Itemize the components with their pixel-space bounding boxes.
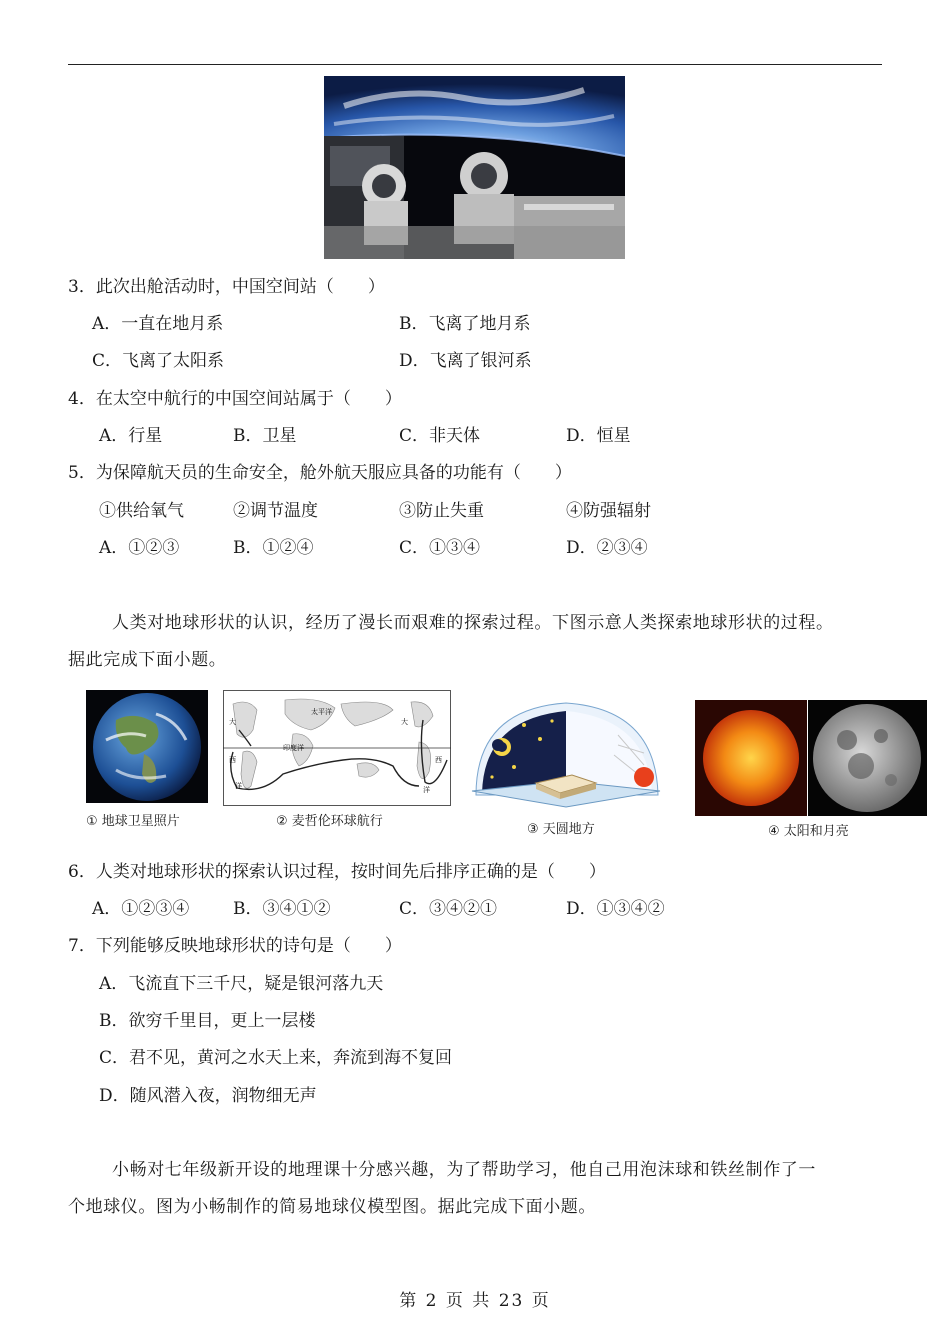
question-7-option-a[interactable]: A．飞流直下三千尺，疑是银河落九天 [99, 974, 384, 994]
question-7-stem: 7．下列能够反映地球形状的诗句是（ ） [68, 936, 402, 956]
map-label-atlantic-r3: 洋 [423, 786, 430, 794]
space-station-photo [324, 76, 625, 259]
question-6-option-c[interactable]: C．③④②① [399, 899, 498, 919]
question-3-option-d[interactable]: D．飞离了银河系 [399, 351, 532, 371]
figure-1-caption: ① 地球卫星照片 [86, 814, 180, 829]
intro-1-line-2: 据此完成下面小题。 [68, 650, 227, 670]
question-6-option-a[interactable]: A．①②③④ [92, 899, 190, 919]
question-5-stem: 5．为保障航天员的生命安全，舱外航天服应具备的功能有（ ） [68, 463, 572, 483]
intro-2-line-2: 个地球仪。图为小畅制作的简易地球仪模型图。据此完成下面小题。 [68, 1197, 596, 1217]
question-3-stem: 3．此次出舱活动时，中国空间站（ ） [68, 277, 385, 297]
header-rule [68, 64, 882, 65]
question-3-option-a[interactable]: A．一直在地月系 [92, 314, 224, 334]
question-5-item-4: ④防强辐射 [566, 501, 651, 521]
question-5-item-1: ①供给氧气 [99, 501, 184, 521]
question-5-item-3: ③防止失重 [399, 501, 484, 521]
question-3-option-c[interactable]: C．飞离了太阳系 [92, 351, 225, 371]
map-label-atlantic-r2: 西 [435, 756, 442, 764]
question-4-option-d[interactable]: D．恒星 [566, 426, 631, 446]
intro-1-line-1: 人类对地球形状的认识，经历了漫长而艰难的探索过程。下图示意人类探索地球形状的过程。 [112, 613, 834, 633]
figure-4-caption: ④ 太阳和月亮 [768, 824, 849, 839]
question-4-stem: 4．在太空中航行的中国空间站属于（ ） [68, 389, 402, 409]
map-label-indian: 印度洋 [283, 744, 304, 752]
question-5-item-2: ②调节温度 [233, 501, 318, 521]
question-3-option-b[interactable]: B．飞离了地月系 [399, 314, 531, 334]
map-label-atlantic-r1: 大 [401, 718, 408, 726]
question-7-option-b[interactable]: B．欲穷千里目，更上一层楼 [99, 1011, 316, 1031]
intro-2-line-1: 小畅对七年级新开设的地理课十分感兴趣，为了帮助学习，他自己用泡沫球和铁丝制作了一 [112, 1160, 816, 1180]
map-label-atlantic-3: 洋 [235, 782, 242, 790]
figure-earth-satellite-photo [86, 690, 208, 803]
question-4-option-c[interactable]: C．非天体 [399, 426, 481, 446]
figure-magellan-voyage-map [223, 690, 451, 806]
question-4-option-a[interactable]: A．行星 [99, 426, 163, 446]
question-5-option-b[interactable]: B．①②④ [233, 538, 314, 558]
question-6-option-d[interactable]: D．①③④② [566, 899, 665, 919]
figure-sun-and-moon [695, 700, 927, 816]
question-5-option-a[interactable]: A．①②③ [99, 538, 180, 558]
question-5-option-c[interactable]: C．①③④ [399, 538, 481, 558]
figure-2-caption: ② 麦哲伦环球航行 [276, 814, 383, 829]
map-label-atlantic-1: 大 [229, 718, 236, 726]
figure-round-sky-square-earth [468, 695, 664, 811]
question-6-stem: 6．人类对地球形状的探索认识过程，按时间先后排序正确的是（ ） [68, 862, 606, 882]
question-4-option-b[interactable]: B．卫星 [233, 426, 297, 446]
figure-3-caption: ③ 天圆地方 [527, 822, 595, 837]
question-7-option-d[interactable]: D．随风潜入夜，润物细无声 [99, 1086, 317, 1106]
question-6-option-b[interactable]: B．③④①② [233, 899, 331, 919]
map-label-atlantic-2: 西 [229, 756, 236, 764]
question-5-option-d[interactable]: D．②③④ [566, 538, 648, 558]
map-label-pacific: 太平洋 [311, 708, 332, 716]
page-footer: 第 2 页 共 23 页 [399, 1291, 551, 1311]
question-7-option-c[interactable]: C．君不见，黄河之水天上来，奔流到海不复回 [99, 1048, 453, 1068]
